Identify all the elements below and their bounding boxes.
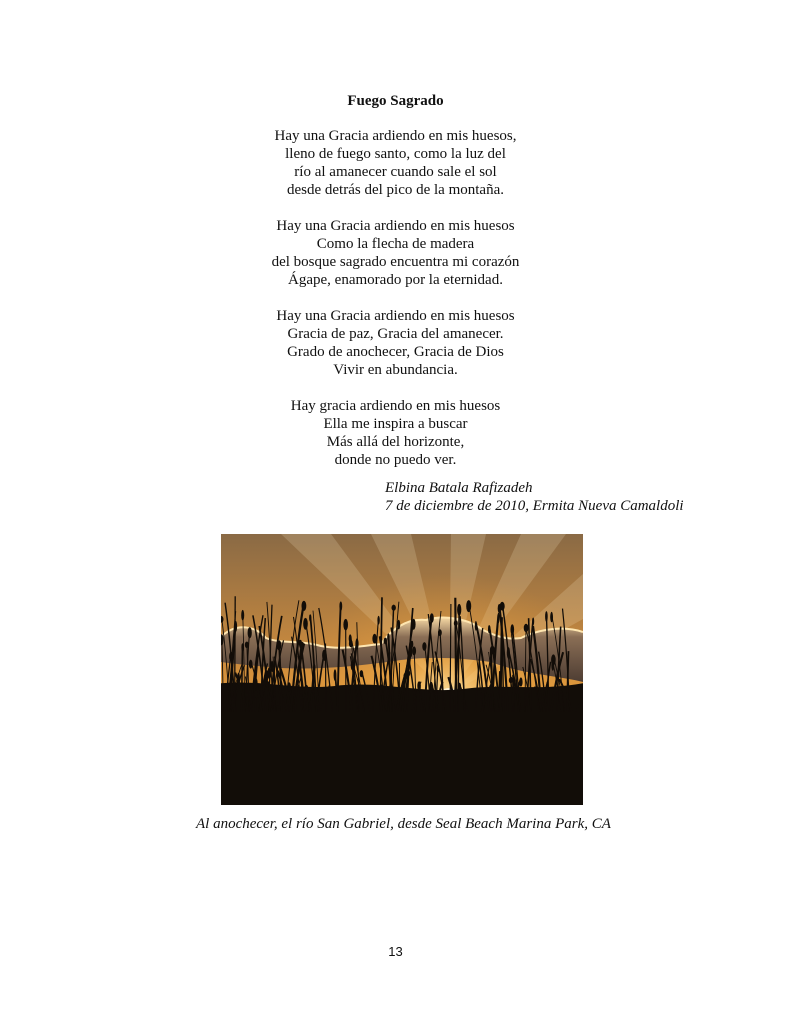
photo-caption: Al anochecer, el río San Gabriel, desde Seal Beach Marina Park, CA <box>196 816 611 832</box>
poem-line: río al amanecer cuando sale el sol <box>294 164 497 180</box>
poem-line: donde no puedo ver. <box>334 452 457 468</box>
poem-line: Grado de anochecer, Gracia de Dios <box>287 344 504 360</box>
poem-stanza <box>0 217 791 289</box>
poem-stanza <box>0 307 791 379</box>
poem-line: Hay una Gracia ardiendo en mis huesos, <box>274 128 517 144</box>
poem-stanza <box>0 397 791 469</box>
poem-line: Como la flecha de madera <box>316 236 475 252</box>
poem-title: Fuego Sagrado <box>347 93 444 109</box>
author-name: Elbina Batala Rafizadeh <box>385 480 533 496</box>
poem-line: Más allá del horizonte, <box>326 434 465 450</box>
poem-stanza <box>0 127 791 199</box>
poem-line: lleno de fuego santo, como la luz del <box>285 146 506 162</box>
page-number: 13 <box>388 944 403 959</box>
poem-line: Ágape, enamorado por la eternidad. <box>288 272 503 288</box>
poem-body <box>0 127 791 487</box>
poem-line: Ella me inspira a buscar <box>323 416 468 432</box>
signature-date-place: 7 de diciembre de 2010, Ermita Nueva Camaldoli <box>385 498 684 514</box>
poem-line: del bosque sagrado encuentra mi corazón <box>271 254 520 270</box>
poem-line: Gracia de paz, Gracia del amanecer. <box>287 326 504 342</box>
poem-line: desde detrás del pico de la montaña. <box>286 182 504 198</box>
poem-line: Hay gracia ardiendo en mis huesos <box>290 398 501 414</box>
sunset-photo <box>221 534 583 805</box>
poem-line: Hay una Gracia ardiendo en mis huesos <box>276 308 515 324</box>
poem-signature <box>385 479 684 515</box>
poem-line: Vivir en abundancia. <box>333 362 458 378</box>
poem-line: Hay una Gracia ardiendo en mis huesos <box>276 218 515 234</box>
